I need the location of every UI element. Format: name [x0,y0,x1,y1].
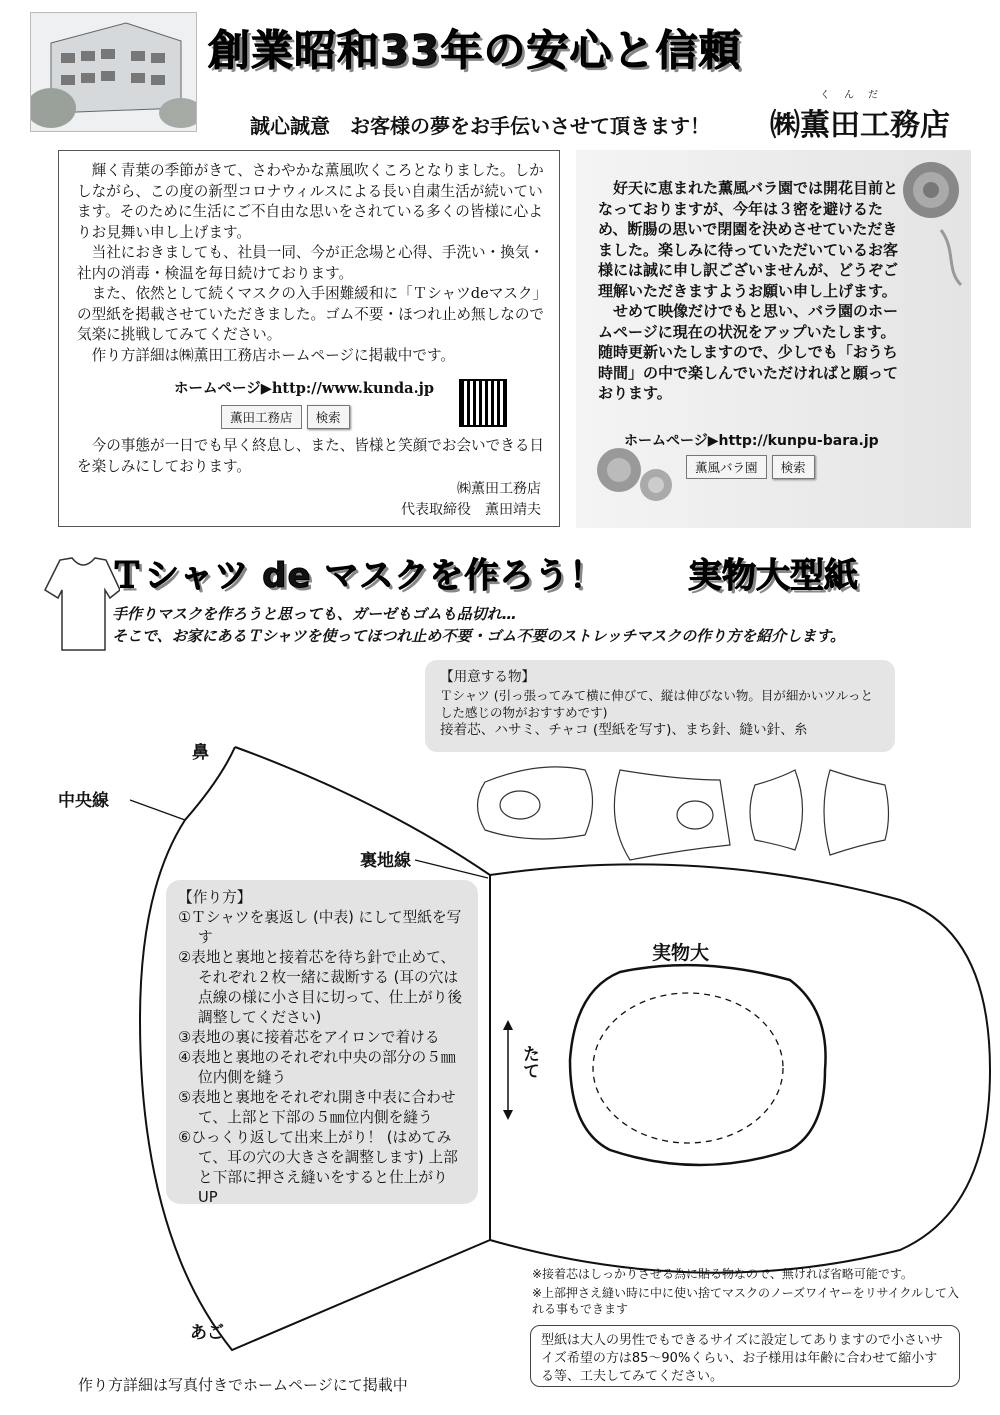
label-chin: あご [190,1323,224,1343]
headline: 創業昭和33年の安心と信頼 [208,26,742,75]
howto-step: ④表地と裏地のそれぞれ中央の部分の５㎜位内側を縫う [178,1049,456,1086]
label-actual-size: 実物大 [652,942,710,964]
letter-paragraph: 作り方詳細は㈱薫田工務店ホームページに掲載中です。 [91,346,455,364]
label-lining-line: 裏地線 [360,851,411,871]
intro-line2: そこで、お家にあるＴシャツを使ってほつれ止め不要・ゴム不要のストレッチマスクの作り方を紹介します。 [112,627,846,645]
rose-search-button[interactable]: 検索 [772,455,815,479]
slogan: 誠心誠意 お客様の夢をお手伝いさせて頂きます！ [250,114,710,138]
company-name: ㈱薫田工務店 [770,108,950,143]
intro-line1: 手作りマスクを作ろうと思っても、ガーゼもゴムも品切れ… [112,605,517,623]
letter-paragraph: 輝く青葉の季節がきて、さわやかな薫風吹くころとなりました。しかしながら、この度の新型コロナウィルスによる長い自粛生活が続いています。そのために生活にご不自由な思いをされている多くの皆様に心よりお見舞い申し上げます。 [77,162,544,241]
note-interfacing: ※接着芯はしっかりさせる為に貼る物なので、無ければ省略可能です。 [532,1267,913,1281]
howto-step: ②表地と裏地と接着芯を待ち針で止めて、それぞれ２枚一緒に裁断する (耳の穴は点線の様に小さ目に切って、仕上がり後調整してください) [178,949,463,1026]
materials-title: 【用意する物】 [440,669,536,685]
label-center-line: 中央線 [58,791,109,811]
sign-company: ㈱薫田工務店 [457,481,541,497]
size-note: 型紙は大人の男性でもできるサイズに設定してありますので小さいサイズ希望の方は85〜90%くらい、お子様用は年齢に合わせて縮小する等、工夫してみてください。 [530,1325,960,1387]
sign-name: 代表取締役 薫田靖夫 [401,502,541,518]
building-photo [30,12,197,132]
mask-title: Ｔシャツ de マスクを作ろう！ [110,556,605,596]
howto-step: ①Ｔシャツを裏返し (中表) にして型紙を写す [178,909,462,946]
letter-search-term[interactable]: 薫田工務店 [221,405,302,429]
rose-flowers-icon [591,440,681,510]
note-nose-wire: ※上部押さえ縫い時に中に使い捨てマスクのノーズワイヤーをリサイクルして入れる事もできます [532,1286,960,1316]
howto-step: ⑥ひっくり返して出来上がり！ (はめてみて、耳の穴の大きさを調整します) 上部と下部に押さえ縫いをすると仕上がり UP [178,1129,458,1206]
letter-paragraph: 当社におきましても、社員一同、今が正念場と心得、手洗い・換気・社内の消毒・検温を毎日続けております。 [77,244,545,282]
rose-search-term[interactable]: 薫風バラ園 [686,455,767,479]
label-nose: 鼻 [192,743,209,763]
label-tate: たて [519,1045,539,1079]
rose-paragraph: 好天に恵まれた薫風バラ園では開花目前となっておりますが、今年は３密を避けるため、断腸の思いで閉園を決めさせていただきました。楽しみに待っていただいているお客様には誠に申し訳ございませんが、どうぞご理解いただきますようお願い申し上げます。 [598,179,899,300]
letter-paragraph: また、依然として続くマスクの入手困難緩和に「Ｔシャツdeマスク」の型紙を掲載させていただきました。ゴム不要・ほつれ止め無しなので気楽に挑戦してみてください。 [77,285,545,343]
letter-homepage: ホームページ▶http://www.kunda.jp [174,380,435,397]
howto-step: ⑤表地と裏地をそれぞれ開き中表に合わせて、上部と下部の５㎜位内側を縫う [178,1089,456,1126]
materials-line1: Ｔシャツ (引っ張ってみて横に伸びて、縦は伸びない物。目が細かいツルっとした感じの物がおすすめです) [440,688,873,720]
materials-line2: 接着芯、ハサミ、チャコ (型紙を写す)、まち針、縫い針、糸 [440,722,808,738]
company-ruby: くんだ [820,90,892,101]
tshirt-icon [40,550,120,660]
letter-closing: 今の事態が一日でも早く終息し、また、皆様と笑顔でお会いできる日を楽しみにしております。 [77,437,545,475]
letter-search-button[interactable]: 検索 [307,405,350,429]
materials-box [425,660,895,752]
rose-paragraph: せめて映像だけでもと思い、バラ園のホームページに現在の状況をアップいたします。随時更新いたしますので、少しでも「おうち時間」の中で楽しんでいただければと願っております。 [598,302,899,402]
mask-title-right: 実物大型紙 [688,556,858,596]
howto-step: ③表地の裏に接着芯をアイロンで着ける [178,1029,440,1046]
greeting-box [58,150,560,527]
rose-homepage: ホームページ▶http://kunpu-bara.jp [624,433,879,449]
howto-title: 【作り方】 [178,889,252,906]
qr-code [459,379,507,427]
footer-note: 作り方詳細は写真付きでホームページにて掲載中 [78,1376,408,1394]
rose-icon [886,150,971,290]
rose-garden-box [576,150,971,528]
howto-box [166,880,478,1204]
